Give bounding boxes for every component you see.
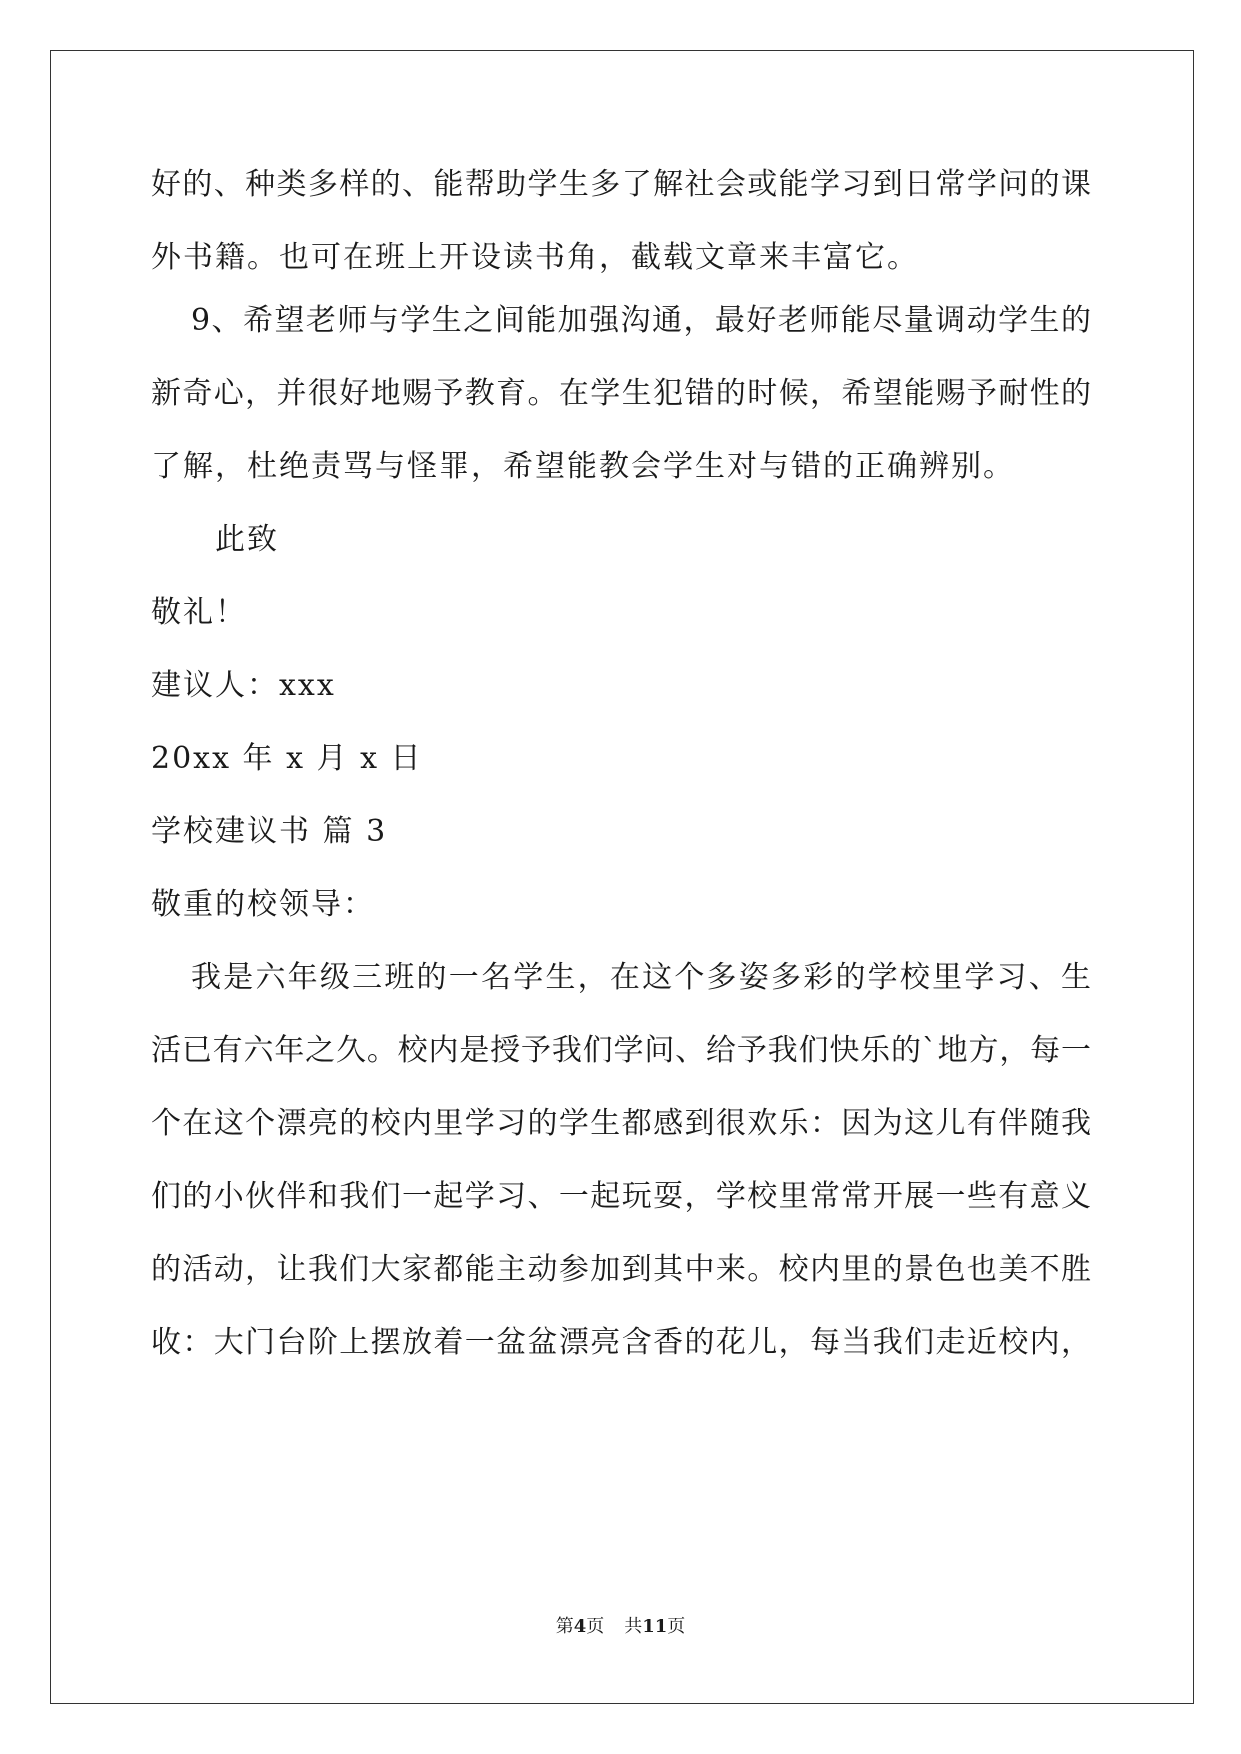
- section-heading: 学校建议书 篇 3: [151, 814, 388, 849]
- paragraph-line: 收：大门台阶上摆放着一盆盆漂亮含香的花儿，每当我们走近校内，: [151, 1325, 1091, 1360]
- date-line: 20xx 年 x 月 x 日: [151, 741, 423, 776]
- page-footer: [0, 1612, 1241, 1638]
- footer-page-word: 页: [586, 1616, 605, 1637]
- footer-total-prefix: 共: [624, 1616, 643, 1637]
- greeting: 敬重的校领导：: [151, 887, 375, 922]
- paragraph-line: 活已有六年之久。校内是授予我们学问、给予我们快乐的`地方，每一: [151, 1033, 1091, 1068]
- paragraph-line: 了解，杜绝责骂与怪罪，希望能教会学生对与错的正确辨别。: [151, 449, 1015, 484]
- closing-regards: 敬礼！: [151, 595, 247, 630]
- paragraph-line: 9、希望老师与学生之间能加强沟通，最好老师能尽量调动学生的: [191, 303, 1091, 338]
- paragraph-line: 好的、种类多样的、能帮助学生多了解社会或能学习到日常学问的课: [151, 167, 1091, 202]
- footer-total-word: 页: [667, 1616, 686, 1637]
- closing-salutation: 此致: [215, 522, 279, 557]
- footer-prefix: 第: [555, 1616, 574, 1637]
- paragraph-line: 们的小伙伴和我们一起学习、一起玩耍，学校里常常开展一些有意义: [151, 1179, 1091, 1214]
- footer-total-pages: 11: [642, 1616, 668, 1637]
- page-border: [50, 50, 1194, 1704]
- footer-current-page: 4: [573, 1616, 587, 1637]
- paragraph-line: 外书籍。也可在班上开设读书角，截载文章来丰富它。: [151, 240, 919, 275]
- paragraph-line: 的活动，让我们大家都能主动参加到其中来。校内里的景色也美不胜: [151, 1252, 1091, 1287]
- paragraph-line: 个在这个漂亮的校内里学习的学生都感到很欢乐：因为这儿有伴随我: [151, 1106, 1091, 1141]
- paragraph-line: 我是六年级三班的一名学生，在这个多姿多彩的学校里学习、生: [191, 960, 1091, 995]
- paragraph-line: 新奇心，并很好地赐予教育。在学生犯错的时候，希望能赐予耐性的: [151, 376, 1091, 411]
- signatory: 建议人：xxx: [151, 668, 336, 703]
